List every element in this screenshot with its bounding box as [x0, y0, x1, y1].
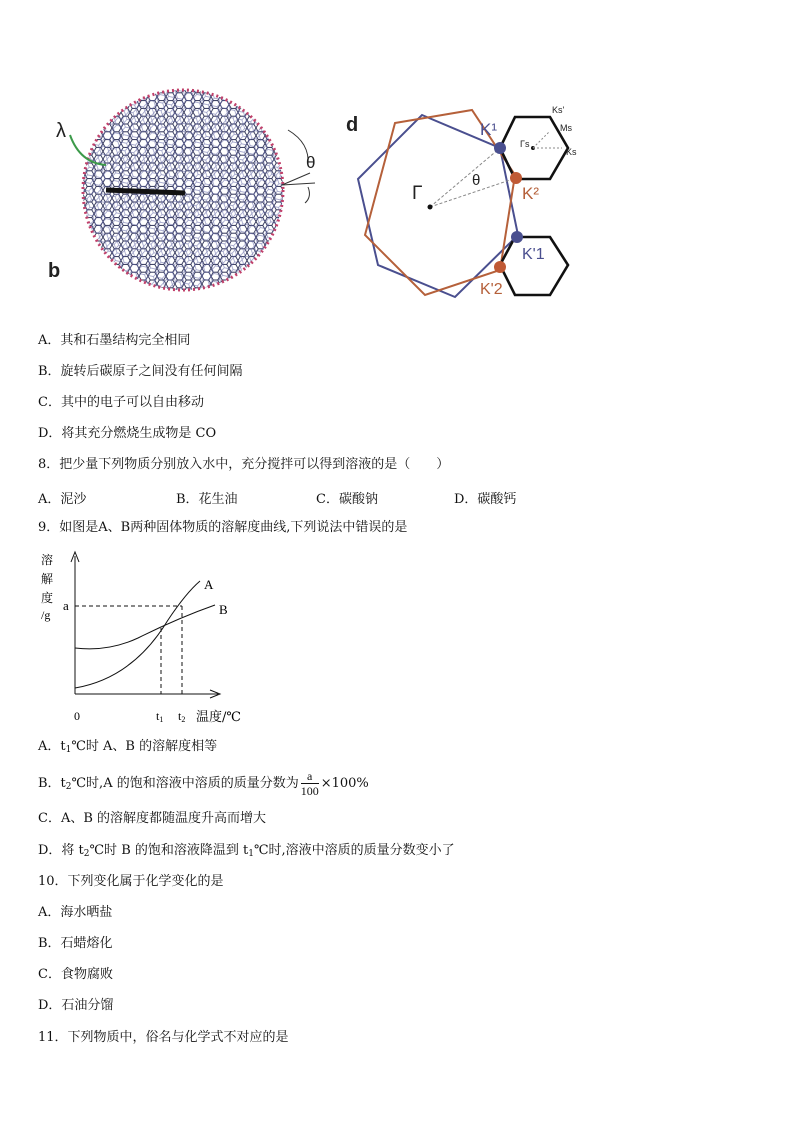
panel-b-label: b — [48, 260, 61, 282]
q7-option-a: A．其和石墨结构完全相同 — [38, 333, 191, 348]
brillouin-zone-figure — [340, 95, 595, 305]
k-s-prime-label: Ks' — [552, 105, 565, 115]
q9-option-a: A．$t_1℃$时 A、B 的溶解度相等 — [38, 739, 218, 755]
gamma-s-label: Γs — [520, 139, 530, 149]
lambda-label: λ — [56, 120, 66, 142]
k2-label: K² — [522, 184, 539, 203]
q10-option-a: A．海水晒盐 — [38, 905, 113, 920]
k1-label: K¹ — [480, 120, 497, 139]
q7-option-d: D．将其充分燃烧生成物是 CO — [38, 426, 217, 441]
ylabel-char-4: /g — [41, 608, 51, 622]
q7-option-b: B．旋转后碳原子之间没有任何间隔 — [38, 364, 243, 379]
a-tick-label: a — [63, 598, 69, 613]
q10-option-d: D．石油分馏 — [38, 998, 114, 1013]
q8-option-c: C．碳酸钠 — [316, 492, 378, 507]
k1-prime-point — [511, 231, 523, 243]
q10-stem: 10．下列变化属于化学变化的是 — [38, 874, 224, 889]
q9-option-b: B．$t_2℃$时,A 的饱和溶液中溶质的质量分数为 $\frac{a}{100}$ ×100% — [38, 768, 369, 798]
theta-label-b: θ — [306, 153, 316, 172]
q8-option-a: A．泥沙 — [38, 492, 87, 507]
theta-label-d: θ — [472, 172, 481, 189]
q11-stem: 11．下列物质中，俗名与化学式不对应的是 — [38, 1030, 289, 1045]
x-axis-label: 温度/℃ — [196, 710, 241, 725]
fraction-a-over-100: $\frac{a}{100}$ — [300, 768, 319, 798]
k-s-label: Ks — [566, 147, 577, 157]
t2-tick-label: t2 — [178, 709, 186, 724]
k1-prime-label: K'1 — [522, 246, 545, 263]
q10-option-c: C．食物腐败 — [38, 967, 113, 982]
k2-prime-label: K'2 — [480, 281, 503, 298]
q9-option-d: D．将 $t_2℃$时 B 的饱和溶液降温到 $t_1℃$时,溶液中溶质的质量分数变小了 — [38, 843, 455, 859]
ylabel-char-1: 溶 — [41, 553, 54, 567]
curve-b-label: B — [219, 602, 228, 617]
gamma-label: Γ — [412, 183, 423, 204]
ylabel-char-3: 度 — [41, 591, 54, 605]
k2-prime-point — [494, 261, 506, 273]
k1-point — [494, 142, 506, 154]
t1-tick-label: t1 — [156, 709, 164, 724]
q9-stem: 9．如图是A、B两种固体物质的溶解度曲线,下列说法中错误的是 — [38, 520, 408, 535]
q8-option-d: D．碳酸钙 — [454, 492, 517, 507]
q8-stem: 8．把少量下列物质分别放入水中，充分搅拌可以得到溶液的是（ ） — [38, 457, 450, 472]
rotation-axis-bar — [106, 190, 185, 193]
origin-label: 0 — [74, 709, 80, 723]
q10-option-b: B．石蜡熔化 — [38, 936, 113, 951]
graphene-disk-figure — [40, 85, 320, 307]
curve-a-label: A — [204, 577, 214, 592]
q8-option-b: B．花生油 — [176, 492, 238, 507]
m-s-label: Ms — [560, 123, 572, 133]
curve-a — [75, 581, 200, 688]
ylabel-char-2: 解 — [41, 572, 54, 586]
q9-option-c: C．A、B 的溶解度都随温度升高而增大 — [38, 811, 267, 826]
q7-option-c: C．其中的电子可以自由移动 — [38, 395, 204, 410]
panel-d-label: d — [346, 114, 359, 136]
curve-b — [75, 605, 215, 649]
solubility-curve-chart — [38, 548, 258, 728]
k2-point — [510, 172, 522, 184]
